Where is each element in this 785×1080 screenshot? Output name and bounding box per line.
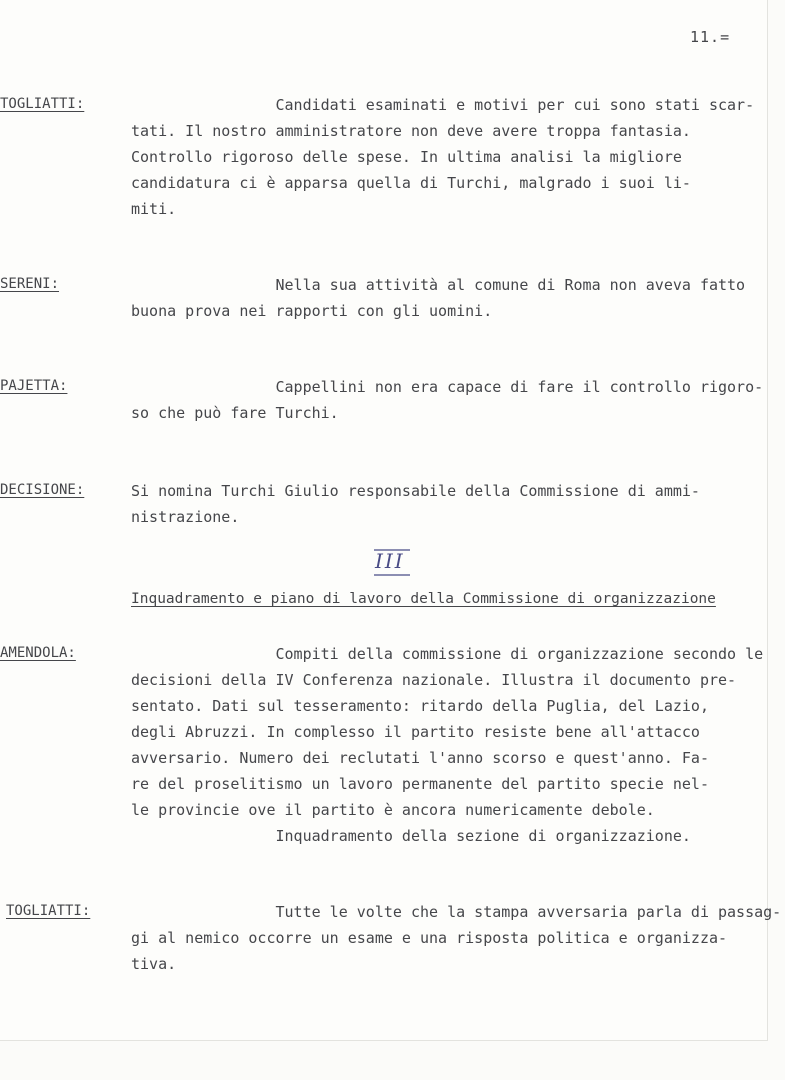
paragraph (131, 899, 782, 977)
text-line: re del proselitismo un lavoro permanente del partito specie nel- (131, 775, 709, 793)
paragraph (131, 374, 764, 426)
text-line: tati. Il nostro amministratore non deve avere troppa fantasia. (131, 122, 691, 140)
speaker-label: SERENI: (0, 276, 60, 292)
text-line: Inquadramento della sezione di organizzazione. (131, 827, 691, 845)
text-line: Si nomina Turchi Giulio responsabile della Commissione di ammi- (131, 482, 700, 500)
paragraph (131, 272, 759, 324)
text-line: gi al nemico occorre un esame e una risposta politica e organizza- (131, 929, 728, 947)
text-line: Candidati esaminati e motivi per cui sono stati scar- (131, 96, 755, 114)
text-line: buona prova nei rapporti con gli uomini. (131, 302, 493, 320)
speaker-label: DECISIONE: (0, 482, 85, 498)
text-line: decisioni della IV Conferenza nazionale. Illustra il documento pre- (131, 671, 737, 689)
speaker-label: AMENDOLA: (0, 645, 76, 661)
section-marker: III (375, 549, 405, 573)
marker-underline (373, 547, 411, 579)
text-line: degli Abruzzi. In complesso il partito resiste bene all'attacco (131, 723, 700, 741)
section-heading: Inquadramento e piano di lavoro della Commissione di organizzazione (131, 591, 716, 607)
speaker-label: PAJETTA: (0, 378, 68, 394)
text-line: sentato. Dati sul tesseramento: ritardo della Puglia, del Lazio, (131, 697, 709, 715)
paragraph (131, 641, 764, 849)
paragraph (131, 92, 759, 222)
text-line: candidatura ci è apparsa quella di Turchi, malgrado i suoi li- (131, 174, 691, 192)
text-line: Compiti della commissione di organizzazione secondo le (131, 645, 764, 663)
text-line: le provincie ove il partito è ancora numericamente debole. (131, 801, 655, 819)
paragraph (131, 478, 759, 530)
text-line: Controllo rigoroso delle spese. In ultima analisi la migliore (131, 148, 682, 166)
text-line: avversario. Numero dei reclutati l'anno scorso e quest'anno. Fa- (131, 749, 709, 767)
speaker-label: TOGLIATTI: (6, 903, 91, 919)
text-line: nistrazione. (131, 508, 240, 526)
text-line: Nella sua attività al comune di Roma non aveva fatto (131, 276, 746, 294)
text-line: Tutte le volte che la stampa avversaria parla di passag- (131, 903, 782, 921)
page-number: 11.= (690, 28, 731, 46)
text-line: tiva. (131, 955, 177, 973)
text-line: so che può fare Turchi. (131, 404, 339, 422)
text-line: miti. (131, 200, 177, 218)
speaker-label: TOGLIATTI: (0, 96, 85, 112)
text-line: Cappellini non era capace di fare il controllo rigoro- (131, 378, 764, 396)
